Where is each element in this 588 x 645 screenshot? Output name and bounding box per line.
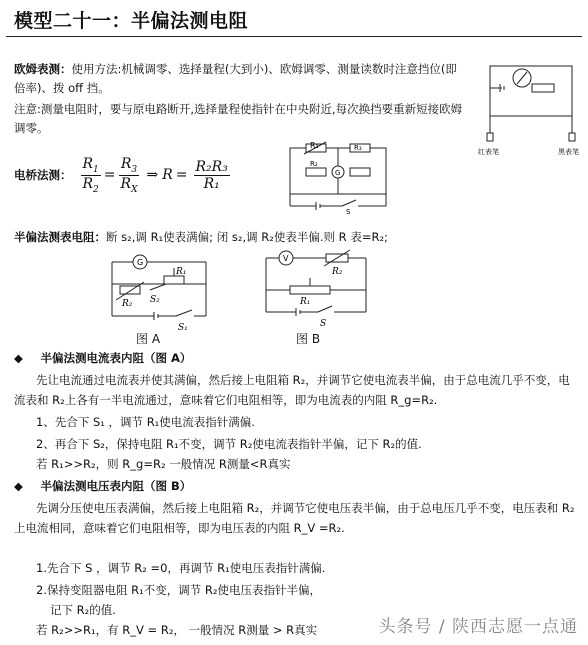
fig-a-s2: S₂ — [150, 295, 160, 305]
title-divider — [6, 36, 582, 37]
page-title: 模型二十一：半偏法测电阻 — [14, 10, 249, 32]
bullet-diamond-icon: ◆ — [14, 479, 23, 493]
section2-heading: 半偏法测电压表内阻（图 B） — [40, 479, 192, 493]
bridge-s: S — [346, 208, 351, 214]
halfdef-header — [14, 228, 388, 246]
ohmmeter-text: 使用方法:机械调零、选择量程(大到小)、欧姆调零、测量读数时注意挡位(即倍率)、拨 off 挡。 — [14, 62, 457, 95]
section2-step2b: 记下 R₂的值. — [50, 603, 116, 617]
fraction-r1-r2: $\frac{R_1}{R_2}$ — [82, 155, 99, 195]
halfdef-label: 半偏法测表电阻： — [14, 230, 106, 244]
figure-a-caption: 图 A — [136, 332, 161, 346]
section1-heading-row — [14, 348, 580, 368]
section1-heading: 半偏法测电流表内阻（图 A） — [40, 351, 192, 365]
fraction-result: $\frac{\text{R₂R₃}}{\text{R₁}}$ — [195, 158, 228, 192]
bridge-formula: 电桥法测： $\frac{R_1}{R_2}$ = $\frac{R_3}{R_X}$ ⇒ R = $\frac{\text{R₂R₃}}{\text{R₁}}$ — [14, 155, 228, 195]
fig-a-s1: S₁ — [178, 323, 188, 333]
bridge-r3: R₃ — [354, 144, 362, 152]
section2-heading-row — [14, 476, 580, 496]
implies-arrow: ⇒ — [146, 167, 159, 183]
bridge-label: 电桥法测： — [14, 168, 72, 182]
fig-a-r1: R₁ — [176, 267, 187, 277]
section1-step1: 1、先合下 S₁ ，调节 R₁使电流表指针满偏. — [36, 415, 255, 429]
halfdef-text: 断 s₂,调 R₁使表满偏; 闭 s₂,调 R₂使表半偏.则 R 表=R₂; — [106, 230, 388, 244]
section2-conclusion: 若 R₂>>R₁，有 R_V = R₂， 一般情况 R测量 > R真实 — [36, 623, 318, 637]
figure-b-caption: 图 B — [296, 332, 321, 346]
fig-b-r2: R₂ — [332, 267, 343, 277]
section2-paragraph: 先调分压使电压表满偏，然后接上电阻箱 R₂，并调节它使电压表半偏，由于总电压几乎不变，电压表和 R₂上电流相同，意味着它们电阻相等，即为电压表的内阻 R_V =R₂. — [14, 501, 575, 535]
watermark: 头条号 / 陕西志愿一点通 — [378, 617, 578, 637]
bridge-r2: R₂ — [310, 160, 318, 168]
section2-step1: 1.先合下 S ，调节 R₂ =0，再调节 R₁使电压表指针满偏. — [36, 561, 326, 575]
section1-step2: 2、再合下 S₂，保持电阻 R₁不变，调节 R₂使电流表指针半偏，记下 R₂的值. — [36, 437, 422, 451]
ohmmeter-note: 注意:测量电阻时，要与原电路断开,选择量程使指针在中央附近,每次换挡要重新短接欧姆调零。 — [14, 102, 463, 135]
red-probe-label: 红表笔 — [478, 148, 499, 156]
fig-a-g: G — [137, 258, 144, 267]
bridge-r1: R₁ — [310, 141, 319, 150]
fig-a-r2: R₂ — [122, 299, 133, 309]
bridge-g: G — [335, 169, 341, 177]
bullet-diamond-icon: ◆ — [14, 351, 23, 365]
section1-conclusion: 若 R₁>>R₂，则 R_g=R₂ 一般情况 R测量<R真实 — [36, 457, 291, 471]
bridge-diagram — [282, 140, 394, 214]
section2-step2: 2.保持变阻器电阻 R₁不变，调节 R₂使电压表指针半偏， — [36, 583, 321, 597]
ohmmeter-label: 欧姆表测： — [14, 62, 72, 76]
fig-b-v: V — [283, 254, 289, 263]
black-probe-label: 黑表笔 — [558, 148, 579, 156]
fraction-r3-rx: $\frac{R_3}{R_X}$ — [120, 155, 138, 195]
section1-paragraph: 先让电流通过电流表并使其满偏，然后接上电阻箱 R₂，并调节它使电流表半偏，由于总电流几乎不变，电流表和 R₂上各有一半电流通过，意味着它们电阻相等，即为电流表的内阻 R_g=R₂. — [14, 373, 570, 407]
fig-b-r1: R₁ — [300, 297, 311, 307]
ohmmeter-paragraph — [14, 60, 464, 98]
fig-b-s: S — [320, 319, 327, 329]
ohmmeter-diagram — [472, 58, 582, 158]
